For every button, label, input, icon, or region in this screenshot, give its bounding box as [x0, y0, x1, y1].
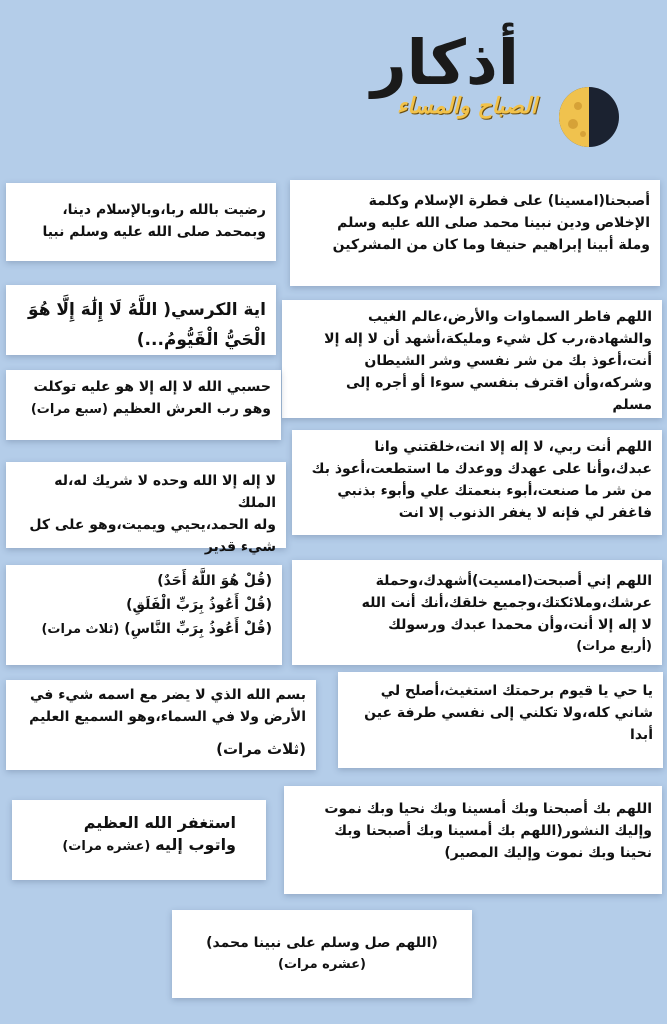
dhikr-text: اية الكرسي( اللَّهُ لَا إِلَٰهَ إِلَّا هُوَ	[28, 300, 266, 320]
moon-icon	[556, 84, 622, 150]
dhikr-card	[6, 183, 276, 261]
dhikr-text: حسبي الله لا إله إلا هو عليه توكلت	[33, 379, 271, 395]
dhikr-text: أنت،أعوذ بك من شر نفسي وشر الشيطان	[364, 353, 652, 369]
dhikr-text: الْحَيُّ الْقَيُّومُ...)	[136, 330, 266, 350]
dhikr-text: اللهم بك أصبحنا وبك أمسينا وبك نحيا وبك نموت	[324, 801, 652, 817]
dhikr-text: بسم الله الذي لا يضر مع اسمه شيء في	[30, 687, 306, 703]
page-title: أذكار	[370, 26, 520, 99]
dhikr-card	[6, 370, 281, 440]
repeat-count: (ثلاث مرات)	[41, 622, 120, 637]
dhikr-card	[338, 672, 663, 768]
dhikr-card	[6, 462, 286, 555]
dhikr-text: شيء قدير	[204, 539, 276, 555]
dhikr-text: الأرض ولا في السماء،وهو السميع العليم	[29, 709, 306, 725]
dhikr-card	[282, 300, 662, 418]
repeat-count: (سبع مرات)	[30, 402, 108, 417]
dhikr-text: عبدك،وأنا على عهدك ووعدك ما استطعت،أعوذ بك	[311, 461, 652, 477]
dhikr-text: لا إله إلا أنت،وأن محمدا عبدك ورسولك	[388, 617, 652, 633]
dhikr-text: وملة أبينا إبراهيم حنيفا وما كان من المشركين	[332, 237, 650, 253]
dhikr-text: (اللهم صل وسلم على نبينا محمد)	[206, 935, 438, 951]
dhikr-text: من شر ما صنعت،أبوء بنعمتك علي وأبوء بذنبي	[337, 483, 652, 499]
dhikr-card	[6, 285, 276, 355]
dhikr-card	[290, 180, 660, 286]
dhikr-text: مسلم	[612, 397, 652, 413]
dhikr-text: واتوب إليه	[155, 835, 236, 854]
dhikr-text: وبمحمد صلى الله عليه وسلم نبيا	[42, 224, 266, 240]
dhikr-card	[292, 430, 662, 535]
dhikr-text: اللهم أنت ربي، لا إله إلا انت،خلقتني وانا	[374, 439, 652, 455]
dhikr-text: وهو رب العرش العظيم	[112, 401, 271, 417]
dhikr-card	[284, 786, 662, 894]
dhikr-text: فاغفر لي فإنه لا يغفر الذنوب إلا انت	[398, 505, 652, 521]
repeat-count: (أربع مرات)	[576, 639, 652, 654]
dhikr-text: يا حي يا قيوم برحمتك استغيث،أصلح لي	[380, 683, 653, 699]
dhikr-text: (قُلْ هُوَ اللَّهُ أَحَدٌ)	[157, 573, 272, 589]
dhikr-text: (قُلْ أَعُوذُ بِرَبِّ الْفَلَقِ)	[126, 597, 272, 613]
dhikr-text: وإليك النشور(اللهم بك أمسينا وبك أصبحنا وبك	[334, 823, 652, 839]
dhikr-text: لا إله إلا الله وحده لا شريك له،له الملك	[54, 473, 276, 511]
dhikr-text: الإخلاص ودين نبينا محمد صلى الله عليه وسلم	[337, 215, 650, 231]
dhikr-text: شاني كله،ولا تكلني إلى نفسي طرفة عين	[364, 705, 653, 721]
header	[0, 0, 667, 150]
dhikr-card	[292, 560, 662, 665]
dhikr-text: وله الحمد،يحيي ويميت،وهو على كل	[29, 517, 276, 533]
dhikr-text: والشهادة،رب كل شيء ومليكة،أشهد أن لا إله إلا	[324, 331, 652, 347]
page-subtitle: الصباح والمساء	[397, 94, 537, 119]
dhikr-text: (قُلْ أَعُوذُ بِرَبِّ النَّاسِ)	[124, 621, 272, 637]
dhikr-text: أبدا	[630, 727, 653, 743]
dhikr-text: رضيت بالله ربا،وبالإسلام دينا،	[62, 202, 266, 218]
dhikr-card	[172, 910, 472, 998]
dhikr-card	[12, 800, 266, 880]
repeat-count: (عشره مرات)	[278, 957, 366, 972]
dhikr-card	[6, 680, 316, 770]
dhikr-card	[6, 565, 282, 665]
dhikr-text: استغفر الله العظيم	[83, 813, 236, 832]
dhikr-text: أصبحنا(امسينا) على فطرة الإسلام وكلمة	[368, 193, 650, 209]
dhikr-text: اللهم إني أصبحت(امسيت)أشهدك،وحملة	[375, 573, 652, 589]
dhikr-text: عرشك،وملائكتك،وجميع خلقك،أنك أنت الله	[361, 595, 652, 611]
dhikr-text: نحينا وبك نموت وإليك المصير)	[444, 845, 652, 861]
repeat-count: (ثلاث مرات)	[216, 740, 306, 758]
dhikr-text: وشركه،وأن اقترف بنفسي سوءا أو أجره إلى	[345, 375, 652, 391]
repeat-count: (عشره مرات)	[62, 839, 151, 854]
dhikr-text: اللهم فاطر السماوات والأرض،عالم الغيب	[367, 309, 652, 325]
